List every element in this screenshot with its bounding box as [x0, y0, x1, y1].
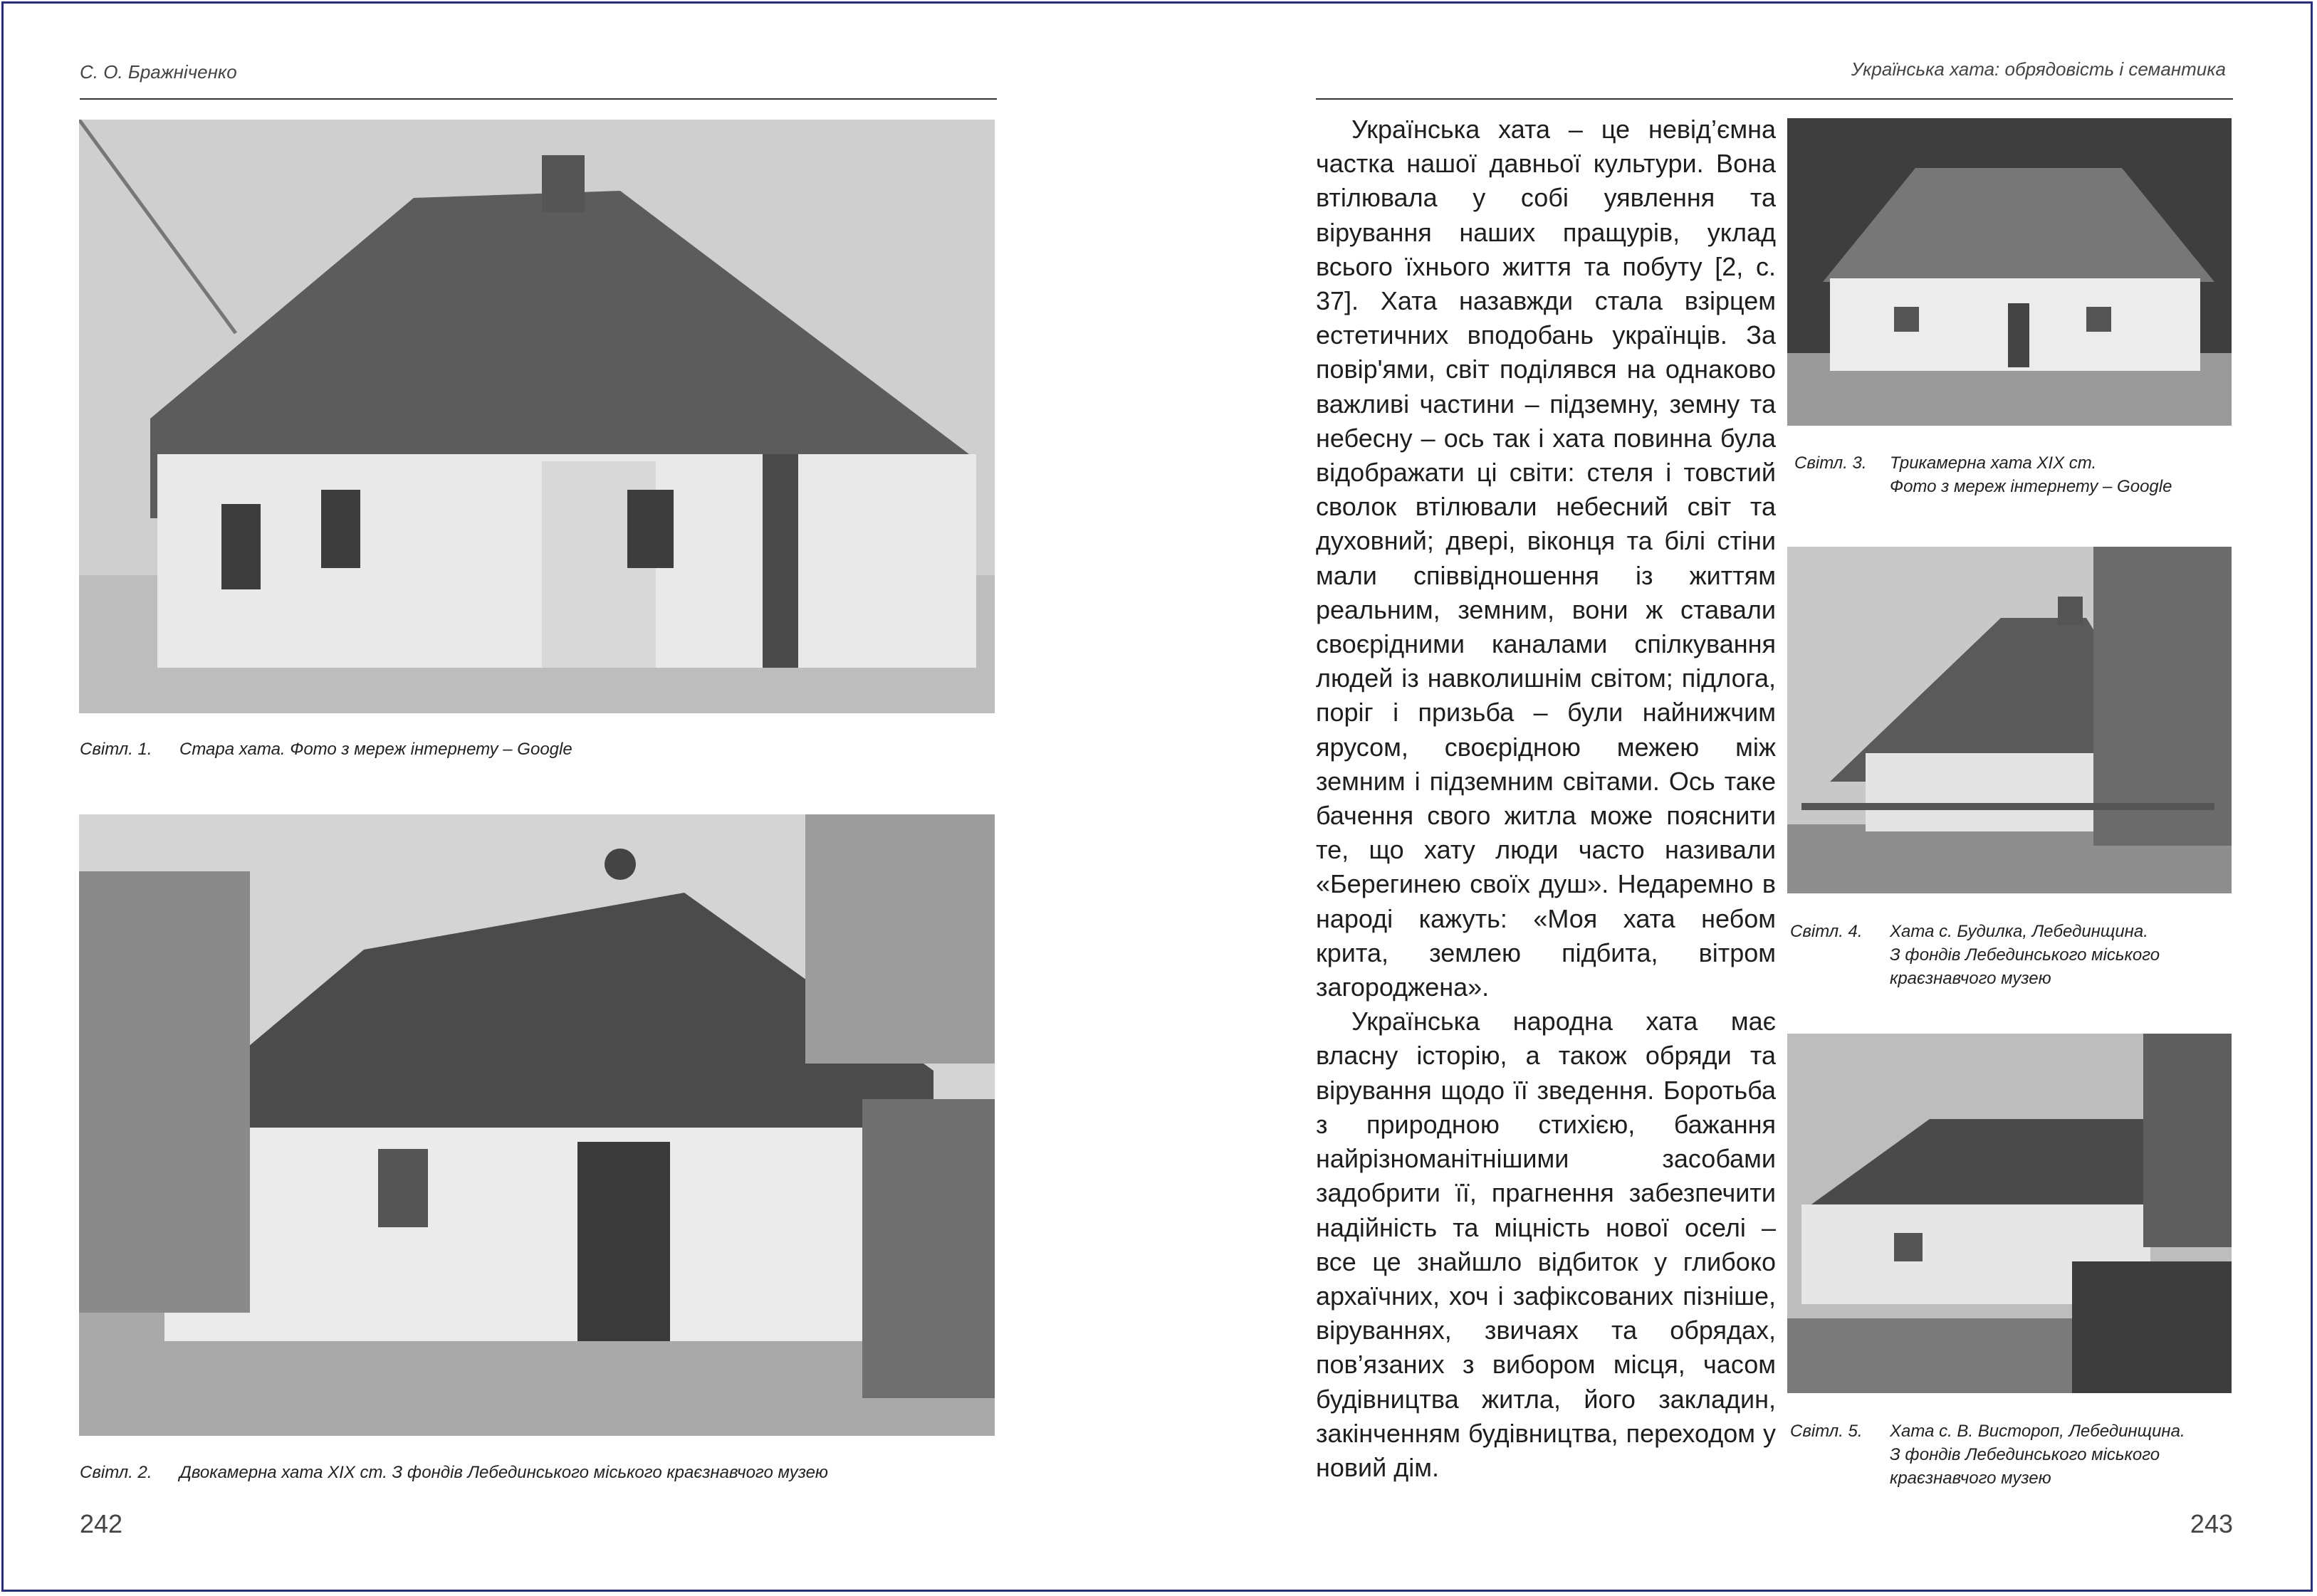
header-rule-right: [1316, 98, 2233, 100]
caption-4-line-2: З фондів Лебединського міського: [1890, 945, 2160, 965]
caption-fig-4: [1790, 920, 2232, 994]
caption-label-1: Світл. 1.: [80, 740, 152, 759]
caption-text-4: [1890, 920, 2160, 990]
caption-text-3: [1890, 451, 2172, 498]
caption-4-line-3: краєзнавчого музею: [1890, 969, 2051, 988]
running-head-right: Українська хата: обрядовість і семантика: [1851, 58, 2226, 80]
caption-text-5: [1890, 1419, 2185, 1490]
page-number-right: 243: [2190, 1509, 2233, 1538]
vystorop-house-photo: [1787, 1034, 2232, 1393]
paragraph-2: Українська народна хата має власну історію, а також обряди та вірування щодо її зведення. Боротьба з природною стихією, бажання найрізноманітнішими засобами задобрити її, прагнення забезпечити надійність та міцність нової оселі – все це знайшло відбиток у глибоко архаїчних, хоч і зафіксованих пізніше, віруваннях, звичаях та обрядах, пов’язаних з вибором місця, часом будівництва житла, його закладин, закінченням будівництва, переходом у новий дім.: [1316, 1007, 1776, 1482]
caption-label-5: Світл. 5.: [1790, 1422, 1863, 1441]
caption-4-line-1: Хата с. Будилка, Лебединщина.: [1890, 922, 2148, 941]
caption-5-line-3: краєзнавчого музею: [1890, 1469, 2051, 1488]
old-thatched-house-photo: [79, 120, 995, 713]
caption-fig-1: [80, 737, 997, 763]
caption-fig-2: [80, 1461, 997, 1486]
caption-label-4: Світл. 4.: [1790, 922, 1863, 941]
budylka-house-photo: [1787, 547, 2232, 893]
caption-5-line-1: Хата с. В. Вистороп, Лебединщина.: [1890, 1422, 2185, 1441]
paragraph-1: Українська хата – це невід’ємна частка нашої давньої культури. Вона втілювала у собі уявлення та вірування наших пращурів, уклад всього їхнього життя та побуту [2, с. 37]. Хата назавжди стала взірцем естетичних вподобань українців. За повір'ями, світ поділявся на однаково важливі частини – підземну, земну та небесну – ось так і хата повинна була відображати ці світи: стеля і товстий сволок втілювали небесний світ та духовний; двері, віконця та білі стіни мали співвідношення із життям реальним, земним, вони ж ставали своєрідними каналами спілкування людей із навколишнім світом; підлога, поріг і призьба – були найнижчим ярусом, своєрідною межею між земним і підземним світами. Ось таке бачення свого житла може пояснити те, що хату люди часто називали «Берегинею своїх душ». Недаремно в народі кажуть: «Моя хата небом крита, землею підбита, вітром загороджена».: [1316, 115, 1776, 1002]
caption-label-2: Світл. 2.: [80, 1463, 152, 1482]
caption-3-line-2: Фото з мереж інтернету – Google: [1890, 477, 2172, 496]
page-number-left: 242: [80, 1509, 123, 1538]
main-text: [1316, 112, 1776, 1485]
caption-label-3: Світл. 3.: [1794, 453, 1867, 473]
running-head-left: С. О. Бражніченко: [80, 61, 237, 83]
two-chamber-house-with-people-photo: [79, 814, 995, 1436]
header-rule-left: [80, 98, 997, 100]
three-chamber-house-photo: [1787, 118, 2232, 426]
caption-3-line-1: Трикамерна хата ХІХ ст.: [1890, 453, 2097, 473]
caption-text-1: Стара хата. Фото з мереж інтернету – Google: [179, 740, 572, 759]
caption-5-line-2: З фондів Лебединського міського: [1890, 1445, 2160, 1464]
caption-text-2: Двокамерна хата ХІХ ст. З фондів Лебединського міського краєзнавчого музею: [179, 1463, 828, 1482]
caption-fig-5: [1790, 1419, 2232, 1493]
caption-fig-3: [1794, 451, 2236, 501]
